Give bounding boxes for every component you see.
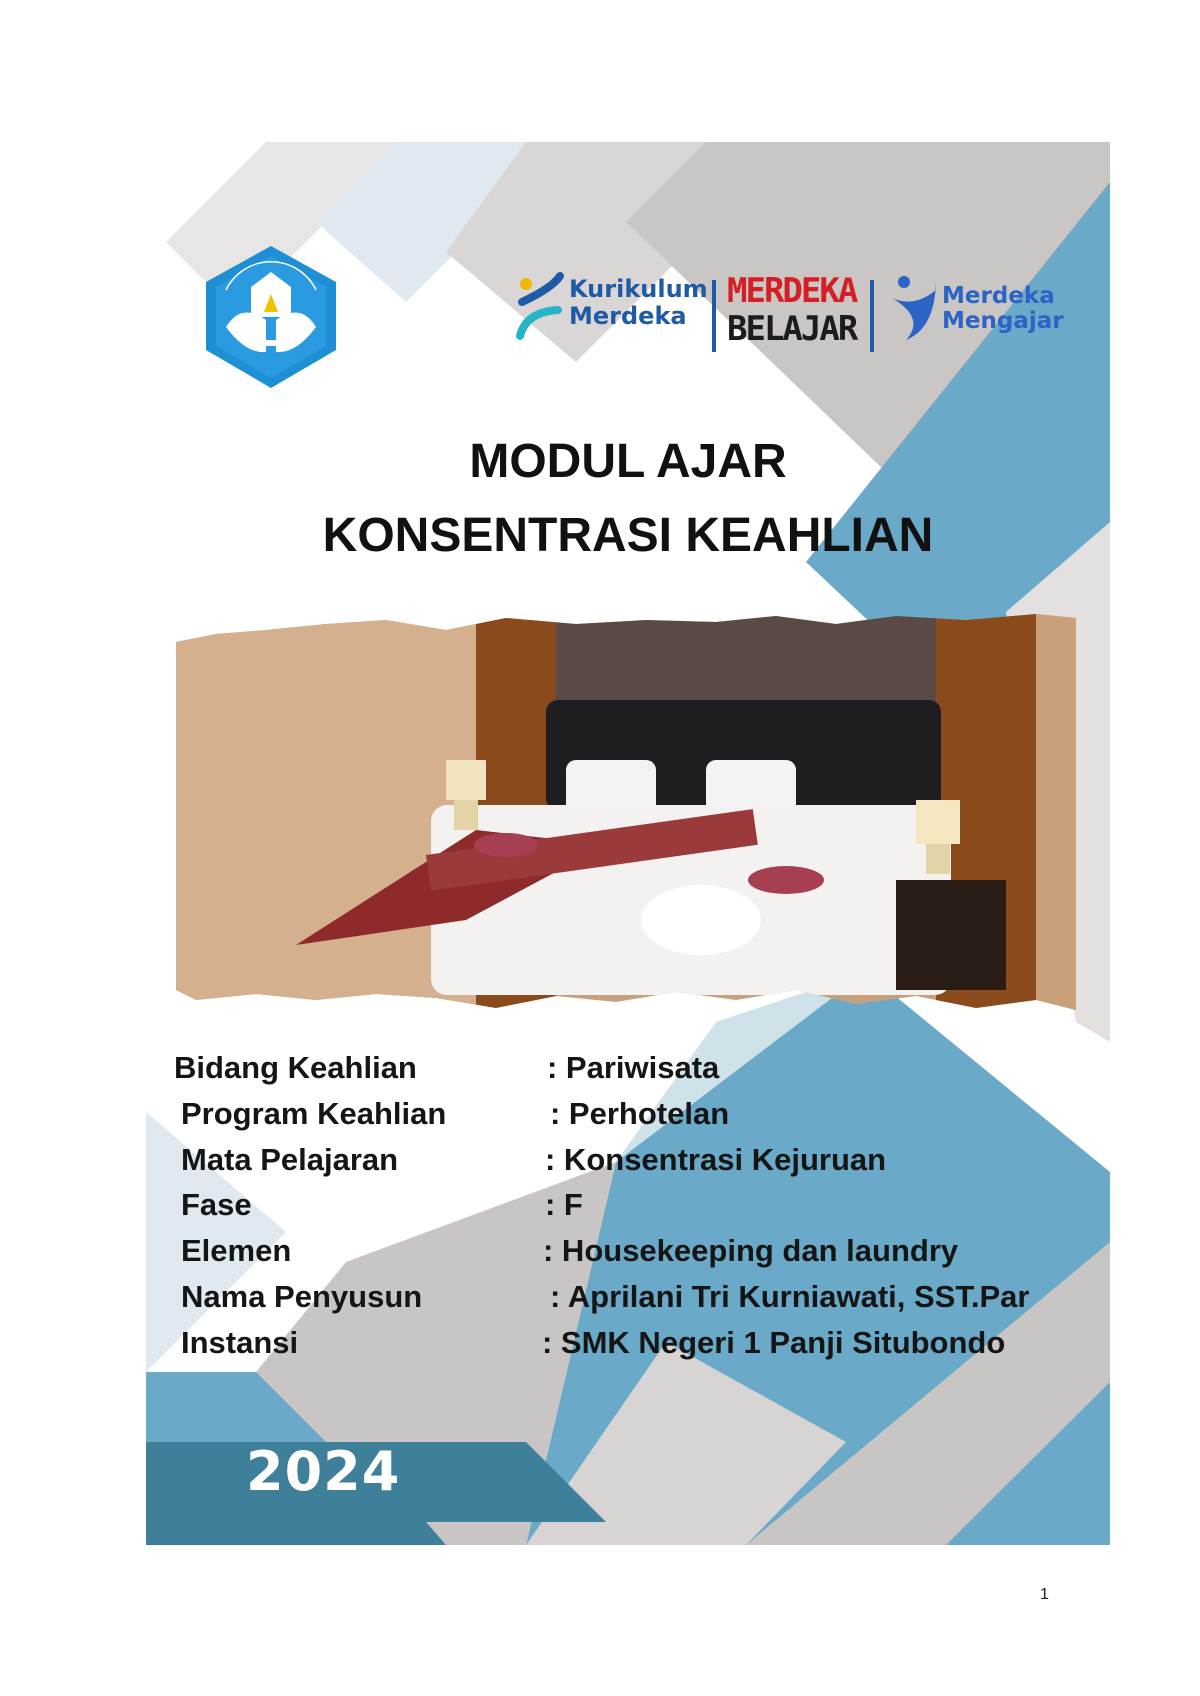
belajar-word: BELAJAR (727, 309, 857, 349)
info-value: : Konsentrasi Kejuruan (545, 1142, 887, 1177)
document-title: MODUL AJAR (469, 435, 787, 488)
merdeka-word: MERDEKA (727, 271, 857, 311)
mengajar-merdeka-label: Merdeka (942, 283, 1055, 309)
merdeka-label: Merdeka (569, 302, 687, 330)
brand-logos (512, 258, 1102, 358)
info-label: Mata Pelajaran (181, 1142, 399, 1177)
merdeka-belajar-logo (727, 272, 861, 348)
info-label: Elemen (181, 1233, 292, 1268)
info-value: : Perhotelan (550, 1096, 730, 1131)
logo-divider (712, 280, 716, 352)
kurikulum-merdeka-logo (512, 258, 708, 358)
info-value: : Pariwisata (547, 1050, 720, 1085)
logo-divider (870, 280, 874, 352)
info-value: : Housekeeping dan laundry (543, 1233, 959, 1268)
info-value: : SMK Negeri 1 Panji Situbondo (542, 1325, 1006, 1360)
cover-page (146, 142, 1110, 1545)
page-number: 1 (1040, 1586, 1049, 1603)
document-subtitle: KONSENTRASI KEAHLIAN (322, 509, 934, 562)
info-value: : Aprilani Tri Kurniawati, SST.Par (550, 1279, 1030, 1314)
hotel-bedroom-photo (176, 590, 1076, 1025)
info-label: Program Keahlian (181, 1096, 447, 1131)
tut-wuri-handayani-emblem (196, 242, 346, 392)
info-value: : F (545, 1187, 583, 1222)
publication-year: 2024 (246, 1440, 401, 1503)
info-label: Bidang Keahlian (174, 1050, 417, 1085)
merdeka-mengajar-logo (882, 258, 1110, 358)
info-label: Nama Penyusun (181, 1279, 423, 1314)
info-label: Instansi (181, 1325, 299, 1360)
kurikulum-label: Kurikulum (569, 275, 708, 303)
mengajar-label: Mengajar (942, 308, 1064, 334)
info-label: Fase (181, 1187, 252, 1222)
